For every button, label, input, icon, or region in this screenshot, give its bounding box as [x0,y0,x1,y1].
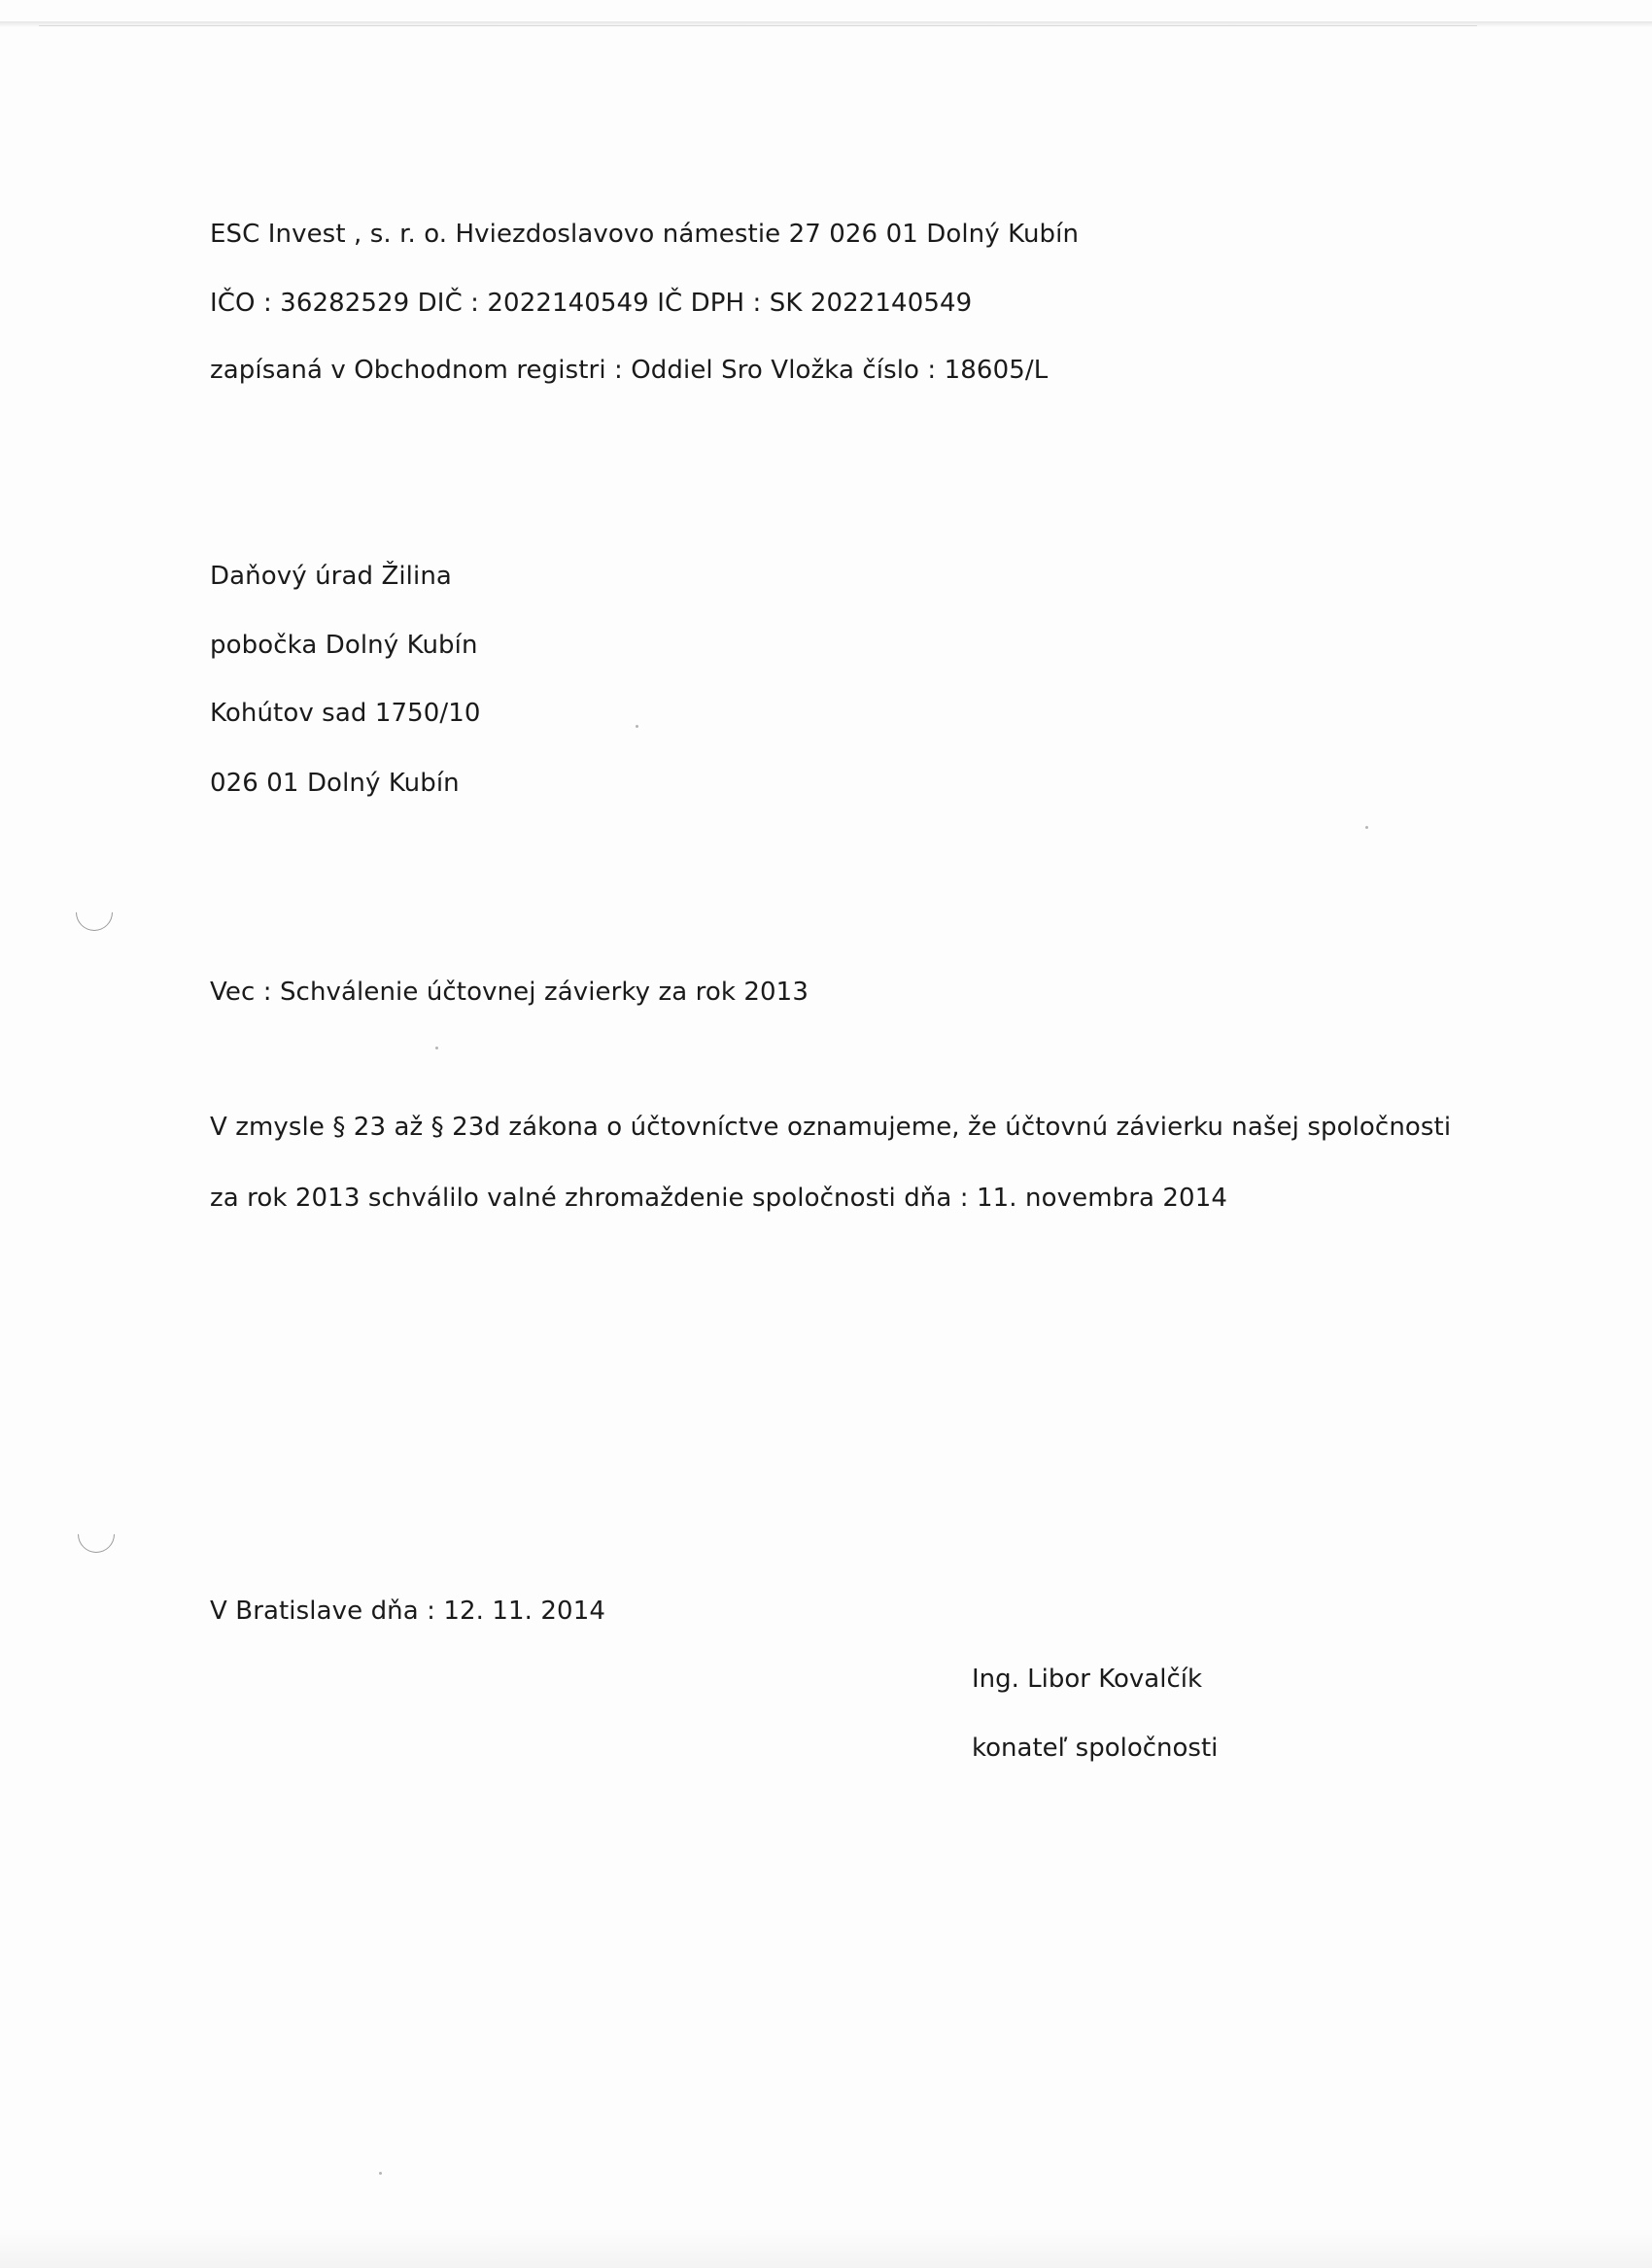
signatory-name: Ing. Libor Kovalčík [972,1665,1203,1694]
recipient-city: 026 01 Dolný Kubín [210,769,460,798]
sender-line-1: ESC Invest , s. r. o. Hviezdoslavovo námestie 27 026 01 Dolný Kubín [210,220,1080,249]
recipient-street: Kohútov sad 1750/10 [210,699,481,728]
signatory-role: konateľ spoločnosti [972,1734,1219,1763]
punch-hole-mark [68,886,120,939]
recipient-name: Daňový úrad Žilina [210,562,452,591]
recipient-branch: pobočka Dolný Kubín [210,631,478,660]
punch-hole-mark [70,1508,122,1561]
body-line-2: za rok 2013 schválilo valné zhromaždenie spoločnosti dňa : 11. novembra 2014 [210,1184,1227,1213]
place-date: V Bratislave dňa : 12. 11. 2014 [210,1597,605,1626]
body-line-1: V zmysle § 23 až § 23d zákona o účtovníctve oznamujeme, že účtovnú závierku našej spoločnosti [210,1113,1452,1142]
scan-speck [435,1047,438,1049]
sender-line-2: IČO : 36282529 DIČ : 2022140549 IČ DPH : SK 2022140549 [210,289,973,318]
scan-bottom-shade [0,2229,1652,2268]
scan-top-line [39,25,1477,26]
scan-speck [636,725,638,728]
subject-line: Vec : Schválenie účtovnej závierky za rok 2013 [210,978,809,1007]
sender-line-3: zapísaná v Obchodnom registri : Oddiel Sro Vložka číslo : 18605/L [210,356,1049,385]
scan-speck [379,2172,382,2175]
scan-top-edge [0,21,1652,27]
scan-speck [1365,826,1368,829]
